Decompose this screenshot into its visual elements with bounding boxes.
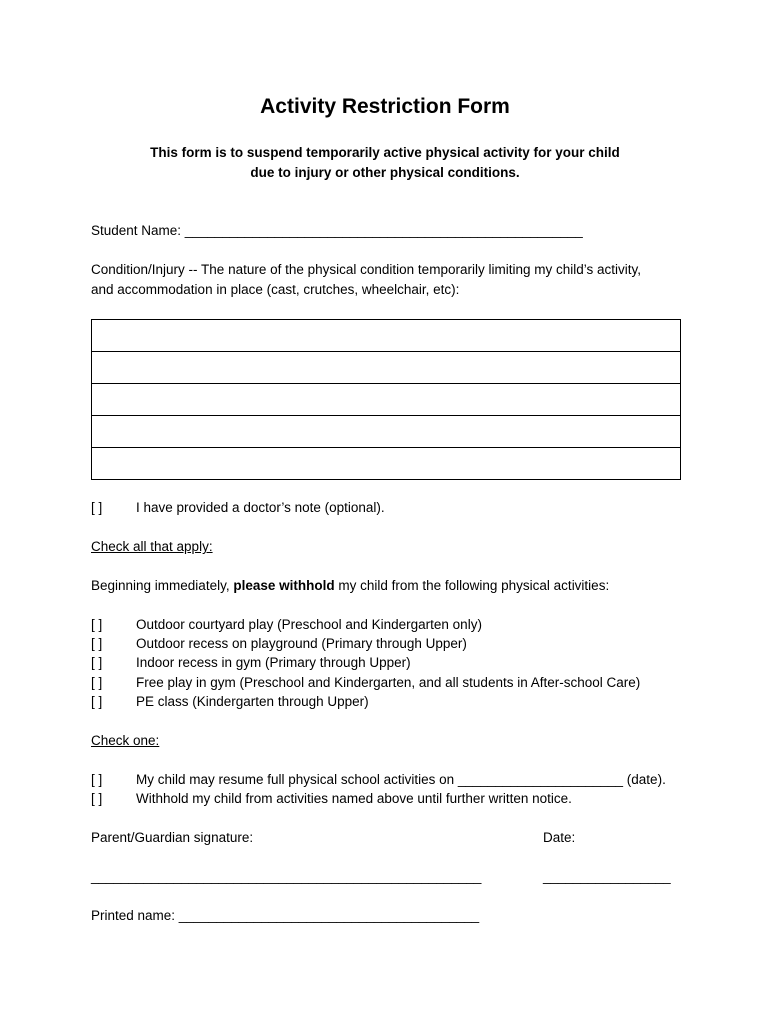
- condition-entry-row-1[interactable]: [92, 320, 680, 352]
- condition-entry-row-3[interactable]: [92, 384, 680, 416]
- condition-entry-row-2[interactable]: [92, 352, 680, 384]
- activity-label-3: Indoor recess in gym (Primary through Upper): [136, 655, 411, 670]
- activity-checkbox-3[interactable]: [ ]: [91, 655, 103, 670]
- condition-entry-row-5[interactable]: [92, 448, 680, 479]
- resume-option-label: My child may resume full physical school activities on ______________________ (date).: [136, 772, 666, 787]
- activity-checkbox-5[interactable]: [ ]: [91, 694, 103, 709]
- activity-label-4: Free play in gym (Preschool and Kindergarten, and all students in After-school Care): [136, 675, 641, 690]
- condition-prompt-line-1: Condition/Injury -- The nature of the physical condition temporarily limiting my child’s activity,: [91, 262, 641, 277]
- withhold-intro-pre: Beginning immediately,: [91, 578, 234, 593]
- activity-checkbox-2[interactable]: [ ]: [91, 636, 103, 651]
- withhold-intro-bold: please withhold: [233, 578, 335, 593]
- activity-checkbox-1[interactable]: [ ]: [91, 617, 103, 632]
- condition-prompt-line-2: and accommodation in place (cast, crutches, wheelchair, etc):: [91, 282, 460, 297]
- activity-label-2: Outdoor recess on playground (Primary through Upper): [136, 636, 467, 651]
- page-title: Activity Restriction Form: [260, 95, 510, 118]
- withhold-intro: [91, 576, 609, 596]
- subtitle-line-2: due to injury or other physical conditions.: [250, 165, 520, 180]
- printed-name-field[interactable]: Printed name: ________________________________________: [91, 908, 480, 923]
- signature-line[interactable]: ____________________________________________________: [91, 869, 482, 884]
- doctor-note-label: I have provided a doctor’s note (optional).: [136, 500, 385, 515]
- resume-option-checkbox[interactable]: [ ]: [91, 772, 103, 787]
- activity-label-5: PE class (Kindergarten through Upper): [136, 694, 369, 709]
- date-label: Date:: [543, 830, 576, 845]
- student-name-field[interactable]: Student Name: _____________________________________________________: [91, 223, 583, 238]
- check-all-heading: Check all that apply:: [91, 539, 213, 554]
- subtitle-line-1: This form is to suspend temporarily active physical activity for your child: [150, 145, 620, 160]
- date-line[interactable]: _________________: [543, 869, 671, 884]
- signature-label: Parent/Guardian signature:: [91, 830, 254, 845]
- condition-entry-row-4[interactable]: [92, 416, 680, 448]
- withhold-intro-post: my child from the following physical activities:: [334, 578, 610, 593]
- withhold-option-checkbox[interactable]: [ ]: [91, 791, 103, 806]
- doctor-note-checkbox[interactable]: [ ]: [91, 500, 103, 515]
- activity-checkbox-4[interactable]: [ ]: [91, 675, 103, 690]
- check-one-heading: Check one:: [91, 733, 160, 748]
- activity-label-1: Outdoor courtyard play (Preschool and Kindergarten only): [136, 617, 482, 632]
- withhold-option-label: Withhold my child from activities named above until further written notice.: [136, 791, 572, 806]
- condition-entry-box: [91, 319, 681, 480]
